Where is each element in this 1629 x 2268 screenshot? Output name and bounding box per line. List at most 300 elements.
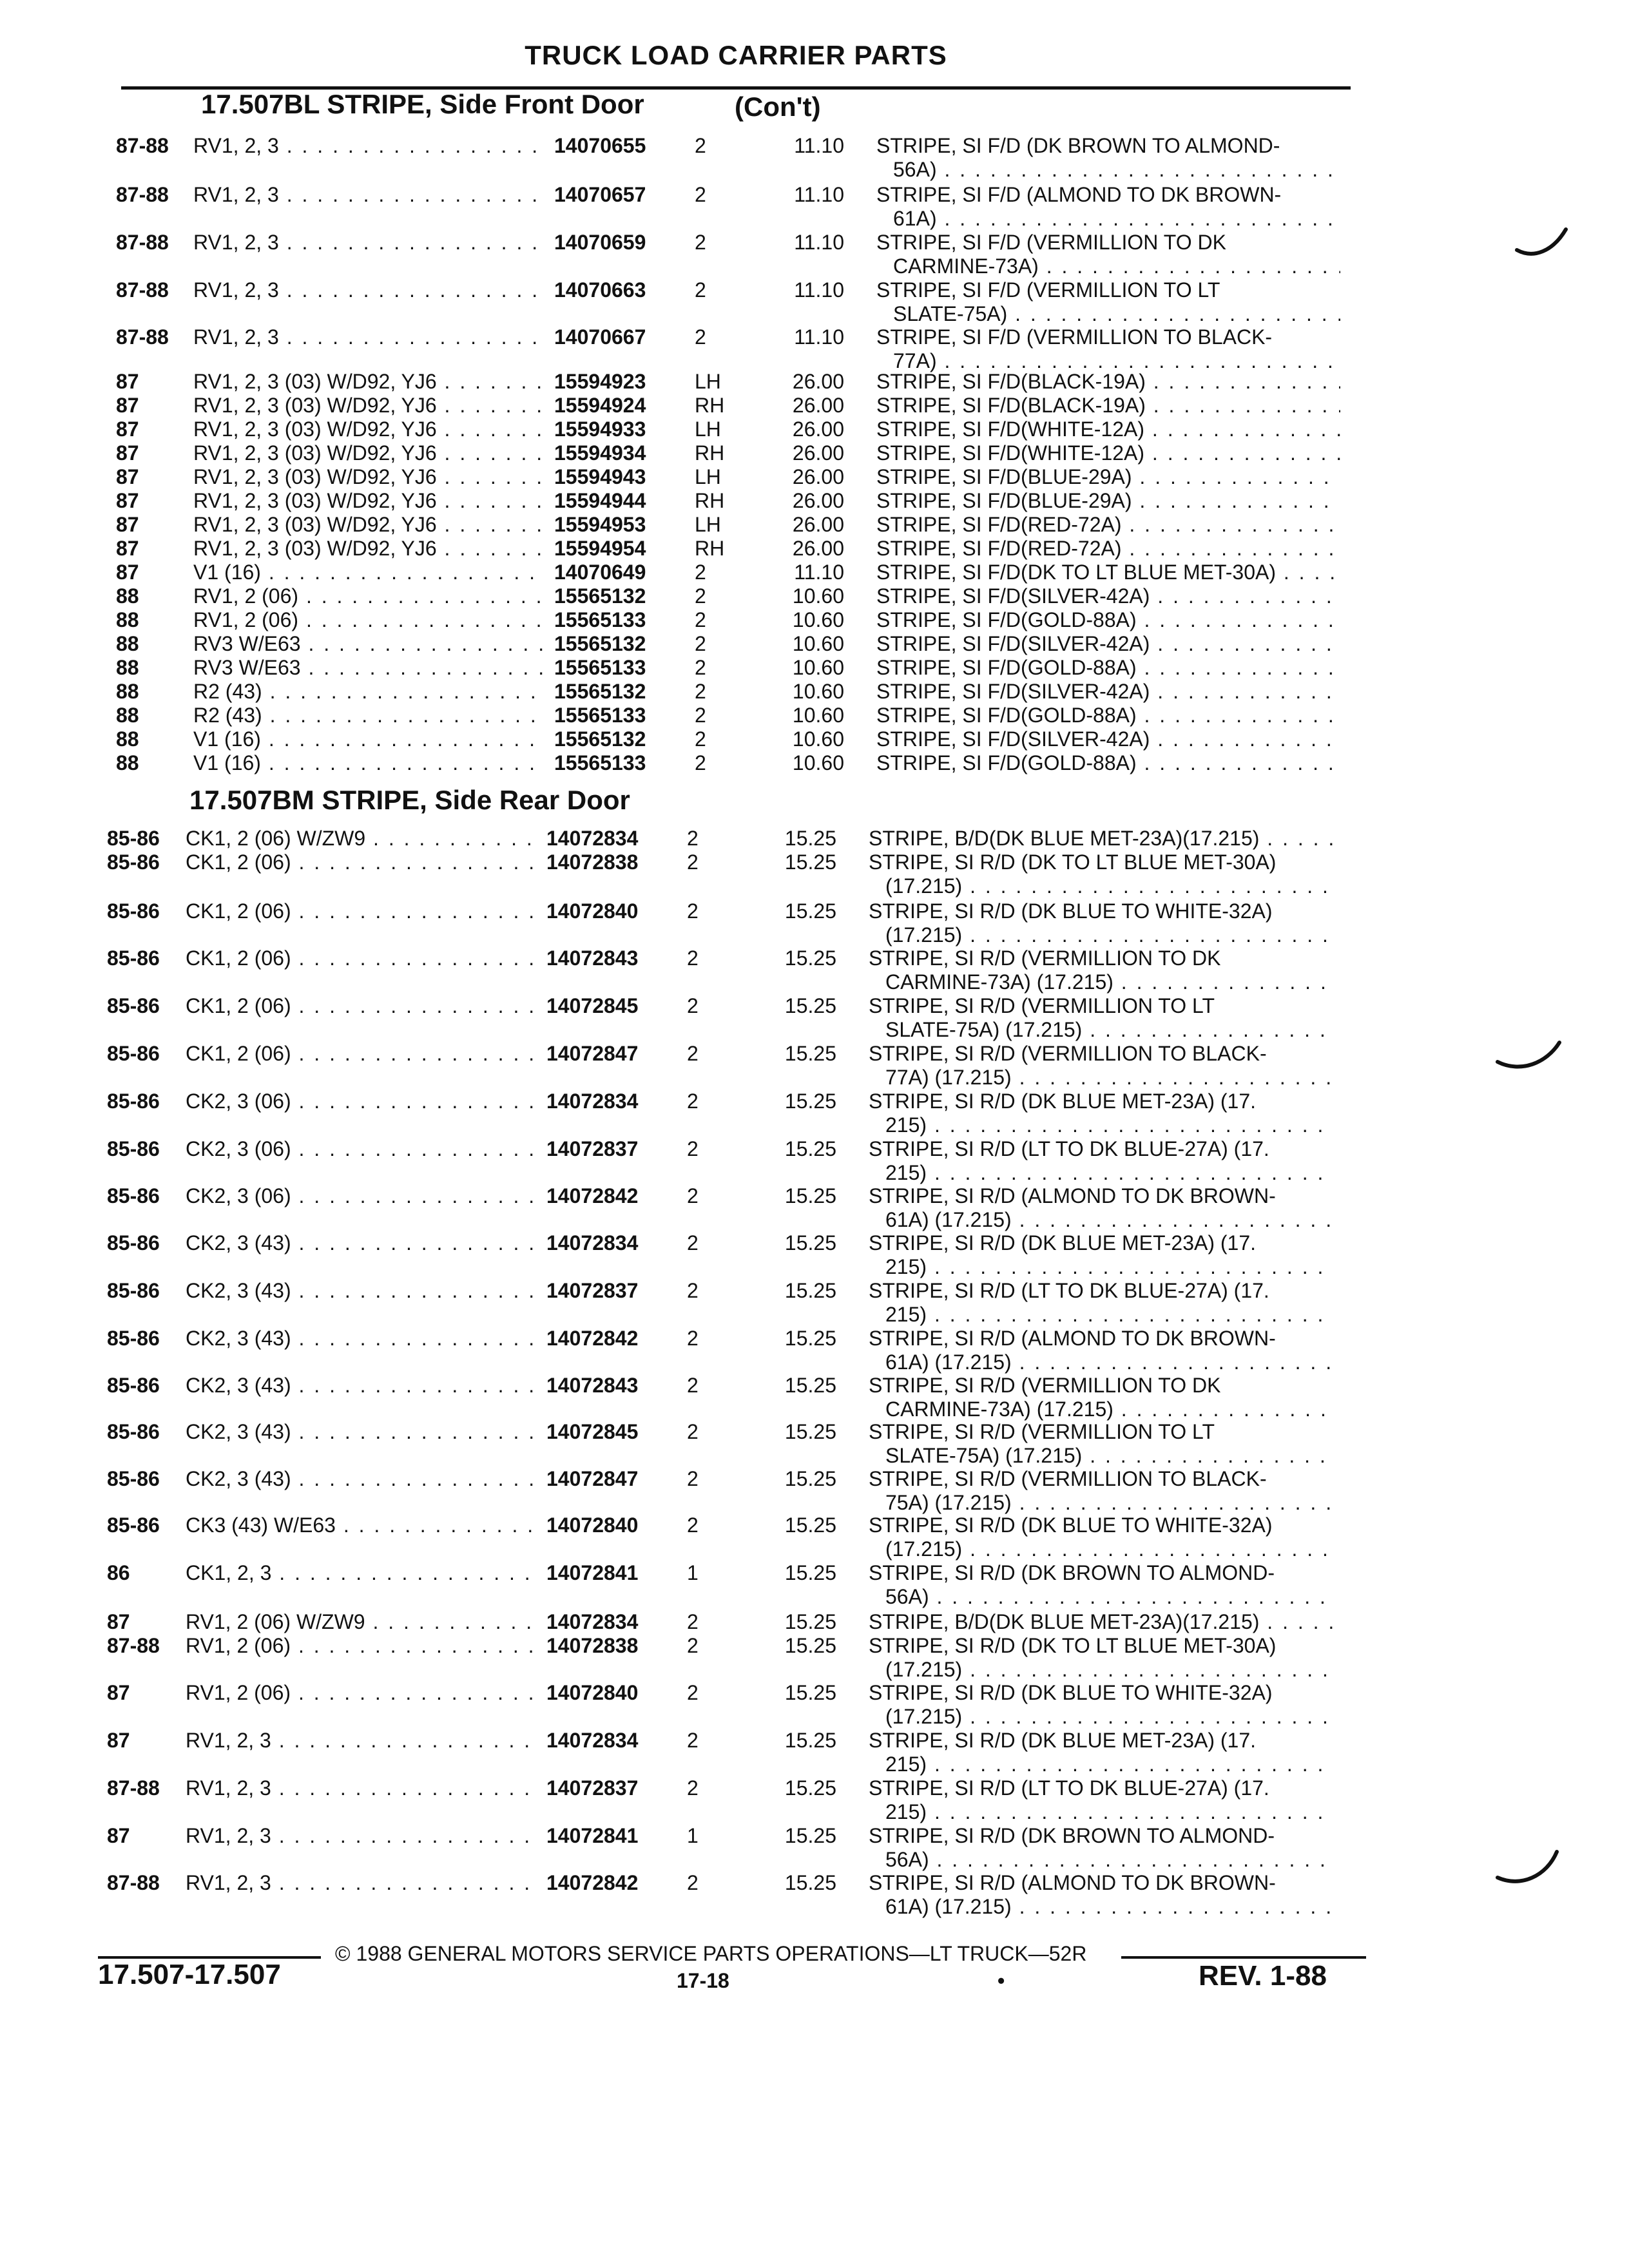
part-number: 15594943 — [554, 465, 646, 488]
price: 15.25 — [784, 1420, 836, 1443]
price: 15.25 — [784, 899, 836, 923]
model-year: 88 — [116, 584, 139, 608]
description-line-1: STRIPE, SI R/D (LT TO DK BLUE-27A) (17. — [869, 1137, 1269, 1160]
description-line-1: STRIPE, SI R/D (DK BLUE TO WHITE-32A) — [869, 899, 1273, 923]
part-description: STRIPE, SI F/D(SILVER-42A) . . . — [876, 632, 1340, 656]
model-application: CK2, 3 (43) . . . — [186, 1420, 537, 1444]
quantity: 2 — [695, 561, 706, 584]
model-application: CK3 (43) W/E63 . . . — [186, 1514, 537, 1537]
description-line-2: 77A) . . . — [876, 349, 1340, 373]
description-line-1: STRIPE, SI F/D (VERMILLION TO LT — [876, 278, 1220, 302]
model-application: CK1, 2 (06) . . . — [186, 947, 537, 970]
part-description: STRIPE, SI F/D(RED-72A) . . . — [876, 537, 1340, 561]
part-description — [869, 1231, 1333, 1279]
model-year: 85-86 — [107, 1327, 160, 1350]
model-application: RV1, 2 (06) . . . — [186, 1634, 537, 1658]
part-description — [876, 183, 1340, 231]
price: 15.25 — [784, 994, 836, 1017]
part-number: 15594934 — [554, 441, 646, 465]
description-line-2: SLATE-75A) . . . — [876, 302, 1340, 326]
model-year: 85-86 — [107, 1184, 160, 1207]
quantity: 2 — [695, 278, 706, 302]
quantity: 2 — [687, 1231, 699, 1254]
description-line-1: STRIPE, SI R/D (DK TO LT BLUE MET-30A) — [869, 850, 1277, 874]
model-application: CK1, 2 (06) . . . — [186, 994, 537, 1018]
quantity: 2 — [687, 1184, 699, 1207]
model-year: 87 — [116, 537, 139, 560]
part-number: 15594954 — [554, 537, 646, 560]
model-year: 85-86 — [107, 899, 160, 923]
continued-label: (Con't) — [735, 91, 821, 122]
model-application: RV1, 2, 3 (03) W/D92, YJ6 . . . — [193, 513, 545, 537]
description-line-2: 75A) (17.215) . . . — [869, 1491, 1333, 1515]
quantity: LH — [695, 465, 721, 488]
quantity: 2 — [687, 1137, 699, 1160]
part-description: STRIPE, SI F/D(GOLD-88A) . . . — [876, 656, 1340, 680]
description-line-2: SLATE-75A) (17.215) . . . — [869, 1018, 1333, 1042]
quantity: 2 — [687, 1327, 699, 1350]
part-number: 15594953 — [554, 513, 646, 536]
page-title: TRUCK LOAD CARRIER PARTS — [525, 40, 947, 70]
description-line-1: STRIPE, SI R/D (DK BLUE MET-23A) (17. — [869, 1090, 1257, 1113]
description-line-1: STRIPE, SI F/D (VERMILLION TO DK — [876, 231, 1226, 254]
part-description: STRIPE, SI F/D(SILVER-42A) . . . — [876, 584, 1340, 608]
part-description — [869, 1420, 1333, 1468]
model-year: 88 — [116, 727, 139, 751]
part-description — [869, 1137, 1333, 1185]
description-line-2: 77A) (17.215) . . . — [869, 1066, 1333, 1090]
quantity: 2 — [687, 1871, 699, 1894]
part-description — [869, 1681, 1333, 1729]
description-line-1: STRIPE, SI R/D (DK BLUE TO WHITE-32A) — [869, 1681, 1273, 1704]
part-description: STRIPE, SI F/D(GOLD-88A) . . . — [876, 751, 1340, 775]
quantity: LH — [695, 418, 721, 441]
part-number: 14072845 — [546, 1420, 639, 1443]
model-year: 87-88 — [107, 1634, 160, 1657]
part-number: 14072842 — [546, 1184, 639, 1207]
price: 10.60 — [792, 656, 844, 679]
model-year: 88 — [116, 704, 139, 727]
description-line-2: (17.215) . . . — [869, 1705, 1333, 1729]
part-description: STRIPE, SI F/D(BLUE-29A) . . . — [876, 465, 1340, 489]
part-description: STRIPE, SI F/D(SILVER-42A) . . . — [876, 727, 1340, 751]
model-year: 87 — [116, 394, 139, 417]
part-description — [876, 134, 1340, 182]
part-description — [869, 899, 1333, 947]
description-line-2: 61A) . . . — [876, 207, 1340, 231]
part-description — [869, 947, 1333, 994]
model-year: 87-88 — [107, 1776, 160, 1800]
description-line-2: 56A) . . . — [869, 1848, 1333, 1872]
price: 15.25 — [784, 1776, 836, 1800]
price: 11.10 — [794, 231, 844, 254]
description-line-2: 215) . . . — [869, 1113, 1333, 1137]
check-mark-icon — [1514, 226, 1572, 264]
model-application: RV1, 2, 3 . . . — [186, 1776, 537, 1800]
footer-section-range: 17.507-17.507 — [98, 1959, 281, 1990]
description-line-2: 215) . . . — [869, 1753, 1333, 1776]
page-header — [121, 40, 1351, 90]
model-application: RV1, 2, 3 . . . — [193, 325, 545, 349]
model-year: 85-86 — [107, 850, 160, 874]
model-year: 88 — [116, 608, 139, 631]
quantity: LH — [695, 513, 721, 536]
model-application: RV3 W/E63 . . . — [193, 656, 545, 680]
model-application: CK2, 3 (06) . . . — [186, 1090, 537, 1113]
description-line-1: STRIPE, SI R/D (ALMOND TO DK BROWN- — [869, 1184, 1276, 1207]
part-description — [869, 1634, 1333, 1682]
description-line-2: 215) . . . — [869, 1161, 1333, 1185]
price: 26.00 — [792, 465, 844, 488]
description-line-1: STRIPE, SI R/D (ALMOND TO DK BROWN- — [869, 1327, 1276, 1350]
part-description — [869, 1374, 1333, 1421]
part-description: STRIPE, SI F/D(GOLD-88A) . . . — [876, 704, 1340, 727]
part-number: 14070663 — [554, 278, 646, 302]
part-description — [869, 1824, 1333, 1872]
description-line-2: 215) . . . — [869, 1255, 1333, 1279]
price: 10.60 — [792, 751, 844, 774]
description-line-1: STRIPE, SI R/D (VERMILLION TO DK — [869, 1374, 1221, 1397]
quantity: 2 — [695, 183, 706, 206]
model-application: RV1, 2 (06) . . . — [186, 1681, 537, 1705]
quantity: 2 — [695, 584, 706, 608]
description-line-2: CARMINE-73A) (17.215) . . . — [869, 1398, 1333, 1421]
part-number: 14070649 — [554, 561, 646, 584]
part-description — [869, 994, 1333, 1042]
model-application: RV1, 2, 3 . . . — [186, 1729, 537, 1753]
part-description — [869, 850, 1333, 898]
model-application: CK2, 3 (06) . . . — [186, 1184, 537, 1208]
check-mark-icon — [1495, 1848, 1566, 1893]
price: 26.00 — [792, 489, 844, 512]
model-application: RV1, 2, 3 . . . — [193, 183, 545, 207]
section-title-17-507bm: 17.507BM STRIPE, Side Rear Door — [189, 785, 630, 815]
part-description — [876, 278, 1340, 326]
quantity: 2 — [687, 1090, 699, 1113]
quantity: 2 — [695, 325, 706, 349]
model-application: R2 (43) . . . — [193, 704, 545, 727]
description-line-1: STRIPE, SI F/D (DK BROWN TO ALMOND- — [876, 134, 1280, 157]
quantity: 2 — [687, 1681, 699, 1704]
part-description — [869, 1042, 1333, 1090]
description-line-2: 61A) (17.215) . . . — [869, 1350, 1333, 1374]
price: 15.25 — [784, 1327, 836, 1350]
quantity: 2 — [687, 1776, 699, 1800]
model-application: CK2, 3 (43) . . . — [186, 1327, 537, 1350]
part-description: STRIPE, SI F/D(GOLD-88A) . . . — [876, 608, 1340, 632]
model-year: 85-86 — [107, 1090, 160, 1113]
part-description: STRIPE, SI F/D(WHITE-12A) . . . — [876, 418, 1340, 441]
model-application: RV1, 2, 3 (03) W/D92, YJ6 . . . — [193, 441, 545, 465]
model-application: CK1, 2 (06) W/ZW9 . . . — [186, 827, 537, 850]
model-year: 85-86 — [107, 994, 160, 1017]
price: 10.60 — [792, 727, 844, 751]
price: 11.10 — [794, 134, 844, 157]
part-description — [876, 325, 1340, 373]
model-year: 85-86 — [107, 1137, 160, 1160]
part-number: 14072845 — [546, 994, 639, 1017]
price: 10.60 — [792, 680, 844, 703]
model-application: CK1, 2, 3 . . . — [186, 1561, 537, 1585]
part-description — [869, 1561, 1333, 1609]
quantity: 2 — [687, 1634, 699, 1657]
price: 15.25 — [784, 827, 836, 850]
part-number: 15565132 — [554, 632, 646, 655]
description-line-1: STRIPE, SI F/D (VERMILLION TO BLACK- — [876, 325, 1273, 349]
model-year: 87 — [116, 441, 139, 465]
model-year: 85-86 — [107, 1374, 160, 1397]
description-line-1: STRIPE, SI R/D (DK BLUE MET-23A) (17. — [869, 1729, 1257, 1752]
price: 15.25 — [784, 1634, 836, 1657]
quantity: 2 — [687, 899, 699, 923]
part-number: 14072843 — [546, 1374, 639, 1397]
price: 26.00 — [792, 537, 844, 560]
model-year: 87-88 — [116, 325, 169, 349]
description-line-2: CARMINE-73A) (17.215) . . . — [869, 970, 1333, 994]
footer-dot: • — [998, 1969, 1005, 1992]
price: 15.25 — [784, 1824, 836, 1847]
description-line-1: STRIPE, SI R/D (DK BLUE TO WHITE-32A) — [869, 1514, 1273, 1537]
part-description — [869, 1776, 1333, 1824]
price: 11.10 — [794, 325, 844, 349]
part-number: 15565132 — [554, 680, 646, 703]
quantity: 2 — [687, 1729, 699, 1752]
price: 10.60 — [792, 632, 844, 655]
description-line-2: SLATE-75A) (17.215) . . . — [869, 1444, 1333, 1468]
description-line-1: STRIPE, SI R/D (VERMILLION TO LT — [869, 1420, 1215, 1443]
model-application: RV1, 2 (06) W/ZW9 . . . — [186, 1610, 537, 1634]
price: 15.25 — [784, 1729, 836, 1752]
price: 15.25 — [784, 1042, 836, 1065]
part-description: STRIPE, SI F/D(BLACK-19A) . . . — [876, 370, 1340, 394]
model-application: RV1, 2, 3 . . . — [186, 1824, 537, 1848]
model-application: CK1, 2 (06) . . . — [186, 899, 537, 923]
model-application: RV1, 2, 3 (03) W/D92, YJ6 . . . — [193, 418, 545, 441]
part-number: 14072834 — [546, 1090, 639, 1113]
part-number: 15565133 — [554, 608, 646, 631]
quantity: 2 — [687, 1042, 699, 1065]
part-number: 14070655 — [554, 134, 646, 157]
part-description — [869, 1279, 1333, 1327]
part-description — [869, 1729, 1333, 1776]
part-description — [876, 231, 1340, 278]
price: 15.25 — [784, 947, 836, 970]
price: 26.00 — [792, 441, 844, 465]
price: 15.25 — [784, 1610, 836, 1633]
price: 10.60 — [792, 704, 844, 727]
part-number: 15594923 — [554, 370, 646, 393]
section-title-17-507bl: 17.507BL STRIPE, Side Front Door — [201, 89, 644, 119]
model-application: V1 (16) . . . — [193, 561, 545, 584]
part-description: STRIPE, SI F/D(BLUE-29A) . . . — [876, 489, 1340, 513]
model-year: 87-88 — [107, 1871, 160, 1894]
description-line-2: (17.215) . . . — [869, 874, 1333, 898]
part-description: STRIPE, SI F/D(RED-72A) . . . — [876, 513, 1340, 537]
description-line-1: STRIPE, SI R/D (ALMOND TO DK BROWN- — [869, 1871, 1276, 1894]
part-description: STRIPE, SI F/D(BLACK-19A) . . . — [876, 394, 1340, 418]
model-year: 86 — [107, 1561, 130, 1584]
description-line-1: STRIPE, SI R/D (VERMILLION TO BLACK- — [869, 1042, 1267, 1065]
part-number: 15565133 — [554, 751, 646, 774]
footer-revision: REV. 1-88 — [1199, 1960, 1327, 1992]
part-description — [869, 1514, 1333, 1561]
part-number: 15594944 — [554, 489, 646, 512]
part-description: STRIPE, SI F/D(DK TO LT BLUE MET-30A) . . . — [876, 561, 1340, 584]
model-application: RV1, 2 (06) . . . — [193, 584, 545, 608]
model-application: CK2, 3 (43) . . . — [186, 1374, 537, 1398]
quantity: 2 — [695, 704, 706, 727]
part-number: 14070657 — [554, 183, 646, 206]
part-number: 14072847 — [546, 1042, 639, 1065]
price: 11.10 — [794, 183, 844, 206]
footer-copyright: © 1988 GENERAL MOTORS SERVICE PARTS OPERATIONS—LT TRUCK—52R — [335, 1942, 1087, 1965]
quantity: 2 — [695, 680, 706, 703]
quantity: 2 — [695, 608, 706, 631]
model-year: 87 — [116, 418, 139, 441]
description-line-2: (17.215) . . . — [869, 923, 1333, 947]
model-year: 85-86 — [107, 1042, 160, 1065]
quantity: 2 — [687, 850, 699, 874]
quantity: 2 — [695, 134, 706, 157]
part-number: 15565133 — [554, 656, 646, 679]
price: 15.25 — [784, 1279, 836, 1302]
price: 15.25 — [784, 1467, 836, 1490]
part-number: 15565133 — [554, 704, 646, 727]
description-line-2: 61A) (17.215) . . . — [869, 1208, 1333, 1232]
description-line-2: (17.215) . . . — [869, 1658, 1333, 1682]
description-line-1: STRIPE, SI R/D (VERMILLION TO DK — [869, 947, 1221, 970]
description-line-2: 215) . . . — [869, 1303, 1333, 1327]
quantity: 2 — [695, 632, 706, 655]
part-number: 14072842 — [546, 1327, 639, 1350]
model-application: RV1, 2, 3 . . . — [186, 1871, 537, 1895]
part-number: 14070667 — [554, 325, 646, 349]
description-line-1: STRIPE, SI R/D (VERMILLION TO LT — [869, 994, 1215, 1017]
quantity: RH — [695, 394, 725, 417]
description-line-1: STRIPE, SI R/D (LT TO DK BLUE-27A) (17. — [869, 1279, 1269, 1302]
model-application: RV1, 2, 3 . . . — [193, 134, 545, 158]
quantity: 2 — [687, 827, 699, 850]
price: 15.25 — [784, 1184, 836, 1207]
model-application: CK1, 2 (06) . . . — [186, 1042, 537, 1066]
part-description — [869, 1090, 1333, 1137]
model-year: 87 — [116, 465, 139, 488]
quantity: 2 — [695, 727, 706, 751]
model-year: 85-86 — [107, 1514, 160, 1537]
price: 11.10 — [794, 561, 844, 584]
price: 11.10 — [794, 278, 844, 302]
part-number: 14072847 — [546, 1467, 639, 1490]
model-year: 87 — [107, 1681, 130, 1704]
model-year: 87 — [116, 513, 139, 536]
description-line-2: CARMINE-73A) . . . — [876, 255, 1340, 278]
model-year: 87 — [116, 370, 139, 393]
part-description — [869, 1467, 1333, 1515]
model-application: RV1, 2, 3 (03) W/D92, YJ6 . . . — [193, 537, 545, 561]
model-application: RV1, 2, 3 (03) W/D92, YJ6 . . . — [193, 394, 545, 418]
part-number: 15594924 — [554, 394, 646, 417]
price: 15.25 — [784, 850, 836, 874]
price: 15.25 — [784, 1681, 836, 1704]
part-number: 14072834 — [546, 827, 639, 850]
part-description — [869, 1327, 1333, 1374]
description-line-2: 61A) (17.215) . . . — [869, 1895, 1333, 1919]
quantity: RH — [695, 537, 725, 560]
model-year: 88 — [116, 632, 139, 655]
part-description: STRIPE, B/D(DK BLUE MET-23A)(17.215) . . . — [869, 827, 1333, 850]
model-year: 87 — [116, 561, 139, 584]
price: 15.25 — [784, 1374, 836, 1397]
model-application: CK2, 3 (43) . . . — [186, 1279, 537, 1303]
model-application: CK2, 3 (06) . . . — [186, 1137, 537, 1161]
description-line-2: (17.215) . . . — [869, 1537, 1333, 1561]
model-application: RV1, 2, 3 (03) W/D92, YJ6 . . . — [193, 465, 545, 489]
price: 15.25 — [784, 1871, 836, 1894]
model-year: 85-86 — [107, 1420, 160, 1443]
description-line-1: STRIPE, SI R/D (DK BLUE MET-23A) (17. — [869, 1231, 1257, 1254]
model-year: 87 — [107, 1729, 130, 1752]
price: 26.00 — [792, 394, 844, 417]
description-line-1: STRIPE, SI R/D (LT TO DK BLUE-27A) (17. — [869, 1776, 1269, 1800]
part-number: 14072837 — [546, 1776, 639, 1800]
model-year: 87 — [107, 1824, 130, 1847]
quantity: 2 — [687, 1514, 699, 1537]
model-year: 87-88 — [116, 278, 169, 302]
part-description: STRIPE, B/D(DK BLUE MET-23A)(17.215) . . . — [869, 1610, 1333, 1634]
price: 10.60 — [792, 608, 844, 631]
price: 15.25 — [784, 1514, 836, 1537]
part-number: 15594933 — [554, 418, 646, 441]
price: 15.25 — [784, 1090, 836, 1113]
part-number: 14072841 — [546, 1824, 639, 1847]
model-year: 87-88 — [116, 231, 169, 254]
model-year: 85-86 — [107, 1231, 160, 1254]
model-application: CK1, 2 (06) . . . — [186, 850, 537, 874]
quantity: 1 — [687, 1824, 699, 1847]
price: 26.00 — [792, 513, 844, 536]
part-number: 14072842 — [546, 1871, 639, 1894]
description-line-1: STRIPE, SI R/D (DK BROWN TO ALMOND- — [869, 1561, 1275, 1584]
part-number: 14072843 — [546, 947, 639, 970]
model-year: 88 — [116, 656, 139, 679]
price: 26.00 — [792, 418, 844, 441]
part-number: 14072840 — [546, 1681, 639, 1704]
quantity: 2 — [687, 1279, 699, 1302]
model-year: 85-86 — [107, 1467, 160, 1490]
part-number: 14072838 — [546, 850, 639, 874]
quantity: 1 — [687, 1561, 699, 1584]
part-description — [869, 1871, 1333, 1919]
quantity: 2 — [687, 994, 699, 1017]
model-year: 87-88 — [116, 183, 169, 206]
model-year: 87 — [107, 1610, 130, 1633]
quantity: 2 — [687, 1420, 699, 1443]
model-application: RV1, 2, 3 . . . — [193, 231, 545, 255]
quantity: 2 — [695, 656, 706, 679]
model-year: 87 — [116, 489, 139, 512]
part-number: 14072840 — [546, 899, 639, 923]
part-description: STRIPE, SI F/D(SILVER-42A) . . . — [876, 680, 1340, 704]
footer-page-number: 17-18 — [677, 1969, 729, 1992]
model-application: RV1, 2, 3 . . . — [193, 278, 545, 302]
part-number: 14072841 — [546, 1561, 639, 1584]
quantity: 2 — [687, 1374, 699, 1397]
model-application: V1 (16) . . . — [193, 751, 545, 775]
model-year: 85-86 — [107, 827, 160, 850]
footer-rule-right — [1121, 1956, 1366, 1959]
description-line-2: 56A) . . . — [869, 1585, 1333, 1609]
model-year: 85-86 — [107, 1279, 160, 1302]
